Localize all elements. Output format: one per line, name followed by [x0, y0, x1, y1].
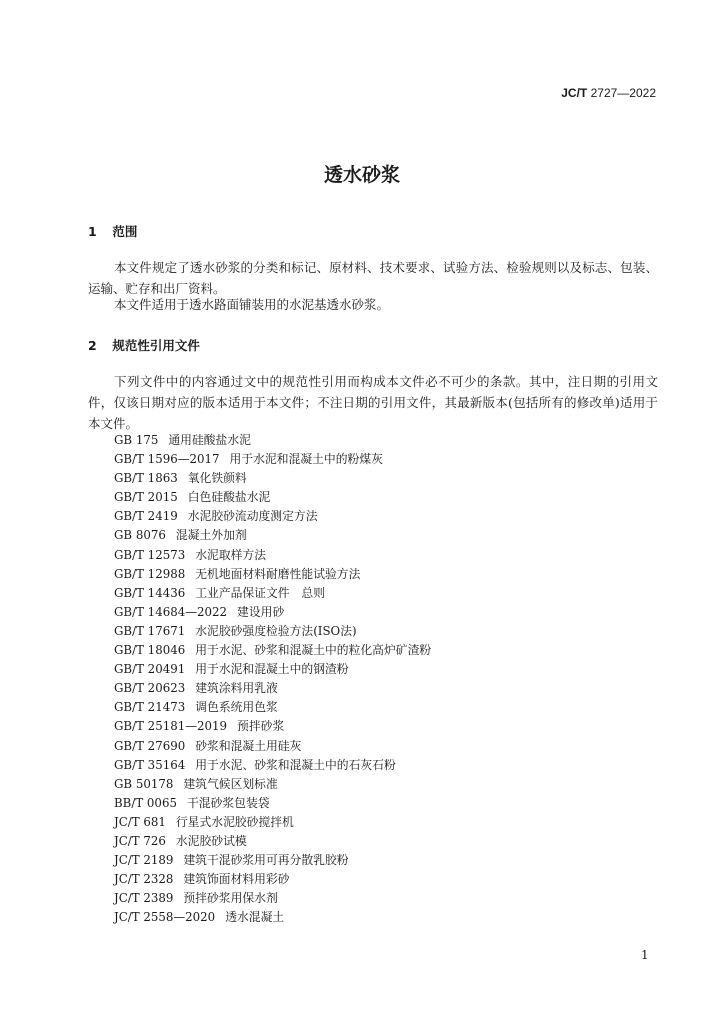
standard-number: 2727—2022 [590, 86, 656, 100]
reference-item [114, 889, 431, 908]
reference-code: BB/T 0065 [114, 795, 177, 810]
reference-code: GB/T 2015 [114, 490, 178, 505]
section-title: 规范性引用文件 [112, 338, 200, 353]
reference-item [114, 546, 431, 565]
reference-item [114, 851, 431, 870]
section-heading-normative-references [88, 336, 200, 354]
standard-code: JC/T [561, 86, 588, 100]
reference-title: 砂浆和混凝土用硅灰 [195, 738, 302, 753]
reference-title: 氧化铁颜料 [187, 471, 247, 486]
reference-title: 调色系统用色浆 [195, 700, 278, 715]
reference-title: 用于水泥、砂浆和混凝土中的石灰石粉 [195, 757, 396, 772]
reference-title: 建筑涂料用乳液 [195, 681, 278, 696]
reference-title: 透水混凝土 [225, 910, 285, 925]
reference-item [114, 641, 431, 660]
reference-code: GB/T 18046 [114, 643, 186, 658]
reference-title: 预拌砂浆用保水剂 [183, 891, 278, 906]
reference-title: 建筑气候区划标准 [183, 776, 278, 791]
reference-code: GB 50178 [114, 776, 174, 791]
reference-code: GB/T 1863 [114, 471, 178, 486]
reference-item [114, 469, 431, 488]
reference-code: JC/T 2328 [114, 872, 174, 887]
reference-item [114, 565, 431, 584]
reference-code: GB/T 17671 [114, 623, 186, 638]
reference-code: GB/T 12988 [114, 566, 186, 581]
reference-title: 水泥胶砂强度检验方法(ISO法) [195, 623, 357, 638]
reference-code: GB/T 12573 [114, 547, 186, 562]
paragraph: 下列文件中的内容通过文中的规范性引用而构成本文件必不可少的条款。其中，注日期的引用文件，仅该日期对应的版本适用于本文件；不注日期的引用文件，其最新版本(包括所有的修改单)适用于本文件。 [88, 374, 658, 431]
reference-item [114, 679, 431, 698]
reference-code: JC/T 2189 [114, 853, 174, 868]
reference-list [114, 431, 431, 927]
reference-title: 用于水泥、砂浆和混凝土中的粒化高炉矿渣粉 [195, 643, 432, 658]
reference-item [114, 450, 431, 469]
reference-code: GB/T 25181—2019 [114, 719, 228, 734]
reference-title: 预拌砂浆 [237, 719, 285, 734]
reference-title: 工业产品保证文件 总则 [195, 585, 325, 600]
reference-item [114, 794, 431, 813]
reference-item [114, 622, 431, 641]
reference-item [114, 584, 431, 603]
reference-item [114, 908, 431, 927]
reference-code: GB/T 2419 [114, 509, 178, 524]
reference-code: GB/T 21473 [114, 700, 186, 715]
reference-title: 用于水泥和混凝土中的粉煤灰 [229, 452, 383, 467]
reference-item [114, 507, 431, 526]
reference-code: JC/T 681 [114, 814, 166, 829]
reference-code: GB/T 35164 [114, 757, 186, 772]
reference-item [114, 813, 431, 832]
page-number: 1 [641, 948, 649, 962]
reference-title: 混凝土外加剂 [175, 528, 247, 543]
paragraph: 本文件适用于透水路面铺装用的水泥基透水砂浆。 [114, 297, 390, 312]
document-title: 透水砂浆 [323, 164, 400, 186]
reference-item [114, 698, 431, 717]
reference-code: GB 8076 [114, 528, 166, 543]
reference-item [114, 756, 431, 775]
reference-title: 通用硅酸盐水泥 [168, 433, 251, 447]
reference-title: 建设用砂 [237, 604, 285, 619]
section-number: 2 [88, 338, 97, 353]
reference-code: GB/T 20491 [114, 662, 186, 677]
reference-code: GB/T 20623 [114, 681, 186, 696]
section-number: 1 [88, 224, 97, 239]
reference-item [114, 870, 431, 889]
reference-title: 用于水泥和混凝土中的钢渣粉 [195, 662, 349, 677]
reference-item [114, 832, 431, 851]
reference-code: GB/T 1596—2017 [114, 452, 220, 467]
reference-code: GB 175 [114, 433, 159, 447]
reference-code: GB/T 14684—2022 [114, 604, 228, 619]
reference-title: 建筑饰面材料用彩砂 [183, 872, 290, 887]
reference-title: 行星式水泥胶砂搅拌机 [175, 814, 294, 829]
reference-item [114, 431, 431, 450]
reference-title: 水泥胶砂试模 [175, 833, 247, 848]
reference-title: 水泥胶砂流动度测定方法 [187, 509, 318, 524]
reference-title: 水泥取样方法 [195, 547, 267, 562]
reference-item [114, 775, 431, 794]
reference-code: JC/T 726 [114, 833, 166, 848]
page-header [561, 86, 656, 100]
reference-item [114, 526, 431, 545]
reference-code: GB/T 14436 [114, 585, 186, 600]
reference-title: 建筑干混砂浆用可再分散乳胶粉 [183, 853, 349, 868]
reference-item [114, 488, 431, 507]
reference-code: GB/T 27690 [114, 738, 186, 753]
reference-title: 白色硅酸盐水泥 [187, 490, 271, 505]
reference-code: JC/T 2558—2020 [114, 910, 216, 925]
paragraph: 本文件规定了透水砂浆的分类和标记、原材料、技术要求、试验方法、检验规则以及标志、包装、运输、贮存和出厂资料。 [88, 260, 658, 296]
section-title: 范围 [112, 224, 138, 239]
reference-title: 干混砂浆包装袋 [186, 795, 270, 810]
section-heading-scope [88, 222, 137, 240]
reference-title: 无机地面材料耐磨性能试验方法 [195, 566, 361, 581]
reference-item [114, 660, 431, 679]
reference-item [114, 737, 431, 756]
reference-item [114, 603, 431, 622]
reference-code: JC/T 2389 [114, 891, 174, 906]
reference-item [114, 717, 431, 736]
